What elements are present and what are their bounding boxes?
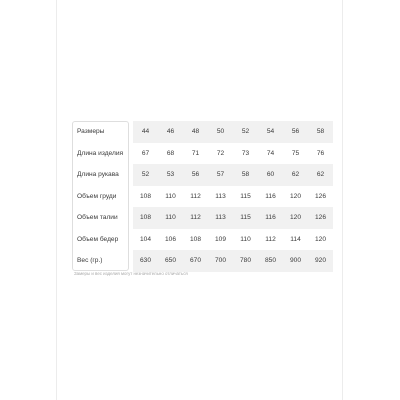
table-cell: 57: [208, 164, 233, 186]
table-cell: 120: [283, 207, 308, 229]
table-cell: 48: [183, 121, 208, 143]
table-cell: 110: [158, 186, 183, 208]
table-cell: 109: [208, 229, 233, 251]
table-cell: 120: [283, 186, 308, 208]
table-row: [72, 207, 333, 229]
table-cell: 113: [208, 207, 233, 229]
table-cell: 50: [208, 121, 233, 143]
table-cell: 58: [308, 121, 333, 143]
table-cell: 74: [258, 143, 283, 165]
table-cell: 108: [183, 229, 208, 251]
table-cell: 104: [133, 229, 158, 251]
table-row: [72, 164, 333, 186]
table-cell: 116: [258, 207, 283, 229]
table-cell: 850: [258, 250, 283, 272]
measurement-note: Замеры и вес изделия могут незначительно отличаться: [74, 271, 188, 276]
size-chart-table: [72, 121, 333, 272]
table-cell: 112: [183, 207, 208, 229]
table-cell: 115: [233, 207, 258, 229]
table-row: [72, 143, 333, 165]
table-cell: 700: [208, 250, 233, 272]
table-cell: 46: [158, 121, 183, 143]
table-cell: 630: [133, 250, 158, 272]
table-cell: 116: [258, 186, 283, 208]
row-label: Вес (гр.): [72, 250, 133, 272]
table-cell: 52: [133, 164, 158, 186]
row-label: Объем груди: [72, 186, 133, 208]
table-cell: 650: [158, 250, 183, 272]
table-cell: 126: [308, 186, 333, 208]
table-cell: 115: [233, 186, 258, 208]
table-cell: 54: [258, 121, 283, 143]
row-label: Длина рукава: [72, 164, 133, 186]
table-cell: 780: [233, 250, 258, 272]
table-cell: 112: [183, 186, 208, 208]
table-cell: 113: [208, 186, 233, 208]
table-cell: 75: [283, 143, 308, 165]
table-cell: 73: [233, 143, 258, 165]
table-cell: 108: [133, 186, 158, 208]
row-label: Объем бедер: [72, 229, 133, 251]
table-row: [72, 186, 333, 208]
table-row: [72, 250, 333, 272]
table-cell: 114: [283, 229, 308, 251]
table-cell: 120: [308, 229, 333, 251]
table-cell: 110: [158, 207, 183, 229]
table-row: [72, 229, 333, 251]
table-cell: 106: [158, 229, 183, 251]
table-row: [72, 121, 333, 143]
table-cell: 62: [308, 164, 333, 186]
table-cell: 670: [183, 250, 208, 272]
table-cell: 72: [208, 143, 233, 165]
table-cell: 68: [158, 143, 183, 165]
table-cell: 112: [258, 229, 283, 251]
table-cell: 108: [133, 207, 158, 229]
table-cell: 56: [183, 164, 208, 186]
row-label: Длина изделия: [72, 143, 133, 165]
table-cell: 126: [308, 207, 333, 229]
table-cell: 67: [133, 143, 158, 165]
table-cell: 44: [133, 121, 158, 143]
table-cell: 58: [233, 164, 258, 186]
table-cell: 52: [233, 121, 258, 143]
table-cell: 920: [308, 250, 333, 272]
table-cell: 60: [258, 164, 283, 186]
table-cell: 71: [183, 143, 208, 165]
table-cell: 53: [158, 164, 183, 186]
table-cell: 56: [283, 121, 308, 143]
row-label: Объем талии: [72, 207, 133, 229]
table-cell: 900: [283, 250, 308, 272]
row-label: Размеры: [72, 121, 133, 143]
table-cell: 62: [283, 164, 308, 186]
table-cell: 110: [233, 229, 258, 251]
table-cell: 76: [308, 143, 333, 165]
